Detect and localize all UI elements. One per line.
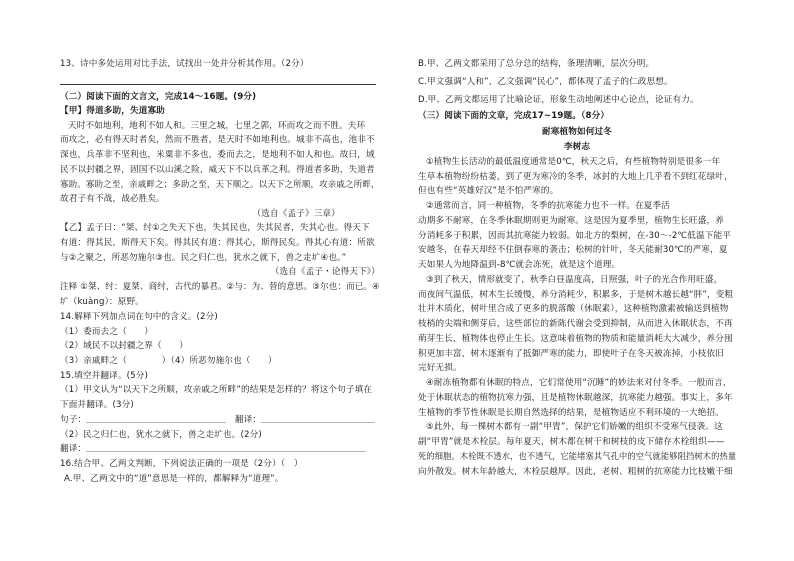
article-line: 安越冬，在春天却经不住倒春寒的袭击；松树的针叶，冬天能耐30℃的严寒，夏	[418, 245, 728, 255]
sentence-translation-blanks[interactable]: 句子：＿＿＿＿＿＿＿＿＿＿＿＿＿＿＿＿ 翻译：＿＿＿＿＿＿＿＿＿＿＿＿＿	[60, 415, 375, 425]
passage-yi-line: 与②之聚之，所恶勿施尔③也。民之归仁也，犹水之就下，兽之走圹④也。”	[60, 253, 347, 263]
option-a: A.甲、乙两文中的“道”意思是一样的，都解释为“道理”。	[64, 474, 284, 484]
article-line: 但也有些“英雄好汉”是不怕严寒的。	[418, 186, 559, 196]
article-line: ④耐冻植物都有休眠的特点，它们常使用“沉睡”的妙法来对付冬季。一般而言，	[426, 378, 732, 388]
option-c: C.甲文强调“人和”，乙文强调“民心”，都体现了孟子的仁政思想。	[418, 77, 673, 87]
article-line: 壮并木质化，树叶里合成了更多的脱落酸（休眠素），这种植物激素被输送到植物	[418, 304, 729, 314]
passage-jia-title: 【甲】得道多助，失道寡助	[60, 106, 165, 116]
question-13: 13、诗中多处运用对比手法，试找出一处并分析其作用。（2分）	[60, 59, 309, 69]
passage-jia-line: 天时不如地利，地利不如人和。三里之城，七里之郭，环而攻之而不胜。夫环	[68, 121, 366, 131]
section-3-heading: （三）阅读下面的文章，完成17~19题。（8分）	[418, 111, 610, 121]
article-line: 天如果人为地降温到-8℃就会冻死，就是这个道理。	[418, 260, 621, 270]
answer-line[interactable]	[60, 84, 376, 85]
article-line: 完好无损。	[418, 363, 462, 373]
passage-jia-line: 而攻之，必有得天时者矣，然而不胜者，是天时不如地利也。城非不高也，池非不	[60, 135, 375, 145]
passage-yi-line: 【乙】孟子曰：“桀、纣①之失天下也，失其民也，失其民者，失其心也。得天下	[60, 223, 370, 233]
article-line: 生草本植物纷纷枯萎，到了更为寒冷的冬季，冰封的大地上几乎看不到红花绿叶，	[418, 172, 733, 182]
passage-yi-line: 有道：得其民，斯得天下矣。得其民有道：得其心，斯得民矣。得其心有道：所欲	[60, 238, 375, 248]
source-yi: （选自《孟子・论得天下》）	[270, 267, 380, 277]
article-line: 生植物的季节性休眠是长期自然选择的结果，是植物适应不利环境的一大绝招。	[418, 408, 725, 418]
article-line: ⑤此外，每一棵树木都有一副“甲胄”，保护它们娇嫩的组织不受寒气侵袭。这	[426, 422, 723, 432]
article-line: 积更加丰富，树木逐渐有了抵御严寒的能力，即使叶子在冬天被冻掉，小枝依旧	[418, 349, 725, 359]
article-line: ③到了秋天，情形就变了，秋季白昼温度高，日照强，叶子的光合作用旺盛，	[426, 275, 723, 285]
article-line: 而夜间气温低，树木生长缓慢，养分消耗少，积累多，于是树木越长越“胖”，变粗	[418, 290, 734, 300]
question-15-part2: （2）民之归仁也，犹水之就下，兽之走圹也。(2分)	[60, 430, 262, 440]
option-b: B.甲、乙两文都采用了总分总的结构，条理清晰，层次分明。	[418, 59, 655, 69]
passage-jia-line: 民不以封疆之界，固国不以山溪之险，威天下不以兵革之利。得道者多助，失道者	[60, 165, 375, 175]
article-line: 副“甲胄”就是木栓层。每年夏天，树木都在树干和树枝的皮下储存木栓组织——	[418, 437, 725, 447]
article-line: 枝梢的尖端和侧芽后，这些部位的新陈代谢会受到抑制，从而进入休眠状态，不再	[418, 319, 733, 329]
article-line: 处于休眠状态的植物抗寒力强，且是植物休眠越深，抗寒能力越强。事实上，多年	[418, 393, 733, 403]
question-14-item: （1）委而去之（ ）	[60, 327, 154, 337]
article-line: 分消耗多于积累，因而其抗寒能力较弱。如北方的梨树，在-30～-2℃低温下能平	[418, 231, 731, 241]
question-16: 16.结合甲、乙两文判断，下列说法正确的一项是（2分）（ ）	[60, 459, 303, 469]
question-14-item: （3）亲戚畔之（ ）（4）所恶勿施尔也（ ）	[60, 356, 277, 366]
source-jia: （选自《孟子》三章）	[252, 209, 340, 219]
article-line: 死的细胞。木栓既不透水，也不透气，它能堵塞其气孔中的空气就能够阻挡树木的热量	[418, 452, 737, 462]
option-d: D.甲、乙两文都运用了比喻论证，形象生动地阐述中心论点，论证有力。	[418, 95, 699, 105]
question-15: 15.填空并翻译。(5分)	[60, 371, 148, 381]
translation-blank[interactable]: 翻译：＿＿＿＿＿＿＿＿＿＿＿＿＿＿＿＿＿＿＿＿＿＿＿＿＿＿＿＿＿＿＿＿	[60, 444, 367, 454]
question-15-part1: （1）甲文认为“以天下之所顺，攻亲戚之所畔”的结果是怎样的？将这个句子填在	[60, 385, 373, 395]
question-14-item: （2）域民不以封疆之界（ ）	[60, 341, 189, 351]
article-line: 动期多不耐寒，在冬季休眠期则更为耐寒。这是因为夏季里，植物生长旺盛，养	[418, 216, 725, 226]
passage-jia-line: 故君子有不战，战必胜矣。	[60, 194, 165, 204]
article-line: ②通常而言，同一种植物，冬季的抗寒能力也不一样。在夏季活	[426, 201, 670, 211]
article-line: ①植物生长活动的最低温度通常是0℃，秋天之后，有些植物特别是很多一年	[426, 157, 721, 167]
annotation-line: 注释 ①桀、纣：夏桀、商纣，古代的暴君。②与：为、替的意思。③尔也：而已。④	[60, 282, 380, 292]
question-14: 14.解释下列加点词在句中的含义。(2分)	[60, 312, 218, 322]
passage-jia-line: 寡助。寡助之至，亲戚畔之；多助之至，天下顺之。以天下之所顺，攻亲戚之所畔，	[60, 180, 380, 190]
question-15-part1: 下面并翻译。(3分)	[60, 400, 134, 410]
annotation-line: 圹（kuàng）：原野。	[60, 297, 144, 307]
article-line: 向外散发。树木年龄越大，木栓层越厚。因此，老树、粗树的抗寒能力比枝嫩干细	[418, 467, 733, 477]
article-line: 萌芽生长，植物体也停止生长。这意味着植物的物质和能量消耗大大减少，养分囤	[418, 334, 733, 344]
article-author: 李树志	[563, 142, 591, 152]
section-2-heading: （二）阅读下面的文言文，完成14～16题。(9分)	[60, 92, 257, 102]
article-title: 耐寒植物如何过冬	[542, 127, 612, 137]
passage-jia-line: 深也，兵革非不坚利也，米粟非不多也，委而去之，是地利不如人和也。故曰，域	[60, 150, 375, 160]
